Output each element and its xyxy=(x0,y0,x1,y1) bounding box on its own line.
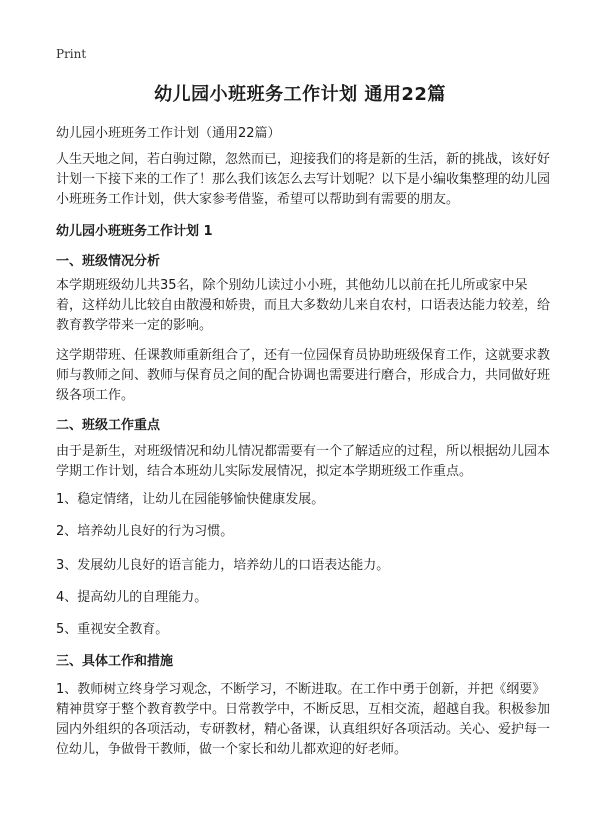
intro-paragraph: 人生天地之间，若白驹过隙，忽然而已，迎接我们的将是新的生活，新的挑战，该好好计划一下接下来的工作了！那么我们该怎么去写计划呢？以下是小编收集整理的幼儿园小班班务工作计划，供大家参考借鉴，希望可以帮助到有需要的朋友。 xyxy=(56,152,551,207)
section2-heading: 二、班级工作重点 xyxy=(56,418,161,433)
section3-heading: 三、具体工作和措施 xyxy=(56,654,174,669)
list-item: 1、稳定情绪，让幼儿在园能够愉快健康发展。 xyxy=(56,492,325,507)
section2-intro: 由于是新生，对班级情况和幼儿情况都需要有一个了解适应的过程，所以根据幼儿园本学期工作计划，结合本班幼儿实际发展情况，拟定本学期班级工作重点。 xyxy=(56,444,551,479)
list-item: 2、培养幼儿良好的行为习惯。 xyxy=(56,524,234,539)
section1-heading: 一、班级情况分析 xyxy=(56,254,161,269)
section3-paragraph-1: 1、教师树立终身学习观念，不断学习，不断进取。在工作中勇于创新，并把《纲要》精神贯穿于整个教育教学中。日常教学中，不断反思，互相交流，超越自我。积极参加园内外组织的各项活动，专研教材，精心备课，认真组织好各项活动。关心、爱护每一位幼儿，争做骨干教师，做一个家长和幼儿都欢迎的好老师。 xyxy=(56,682,551,757)
plan-title: 幼儿园小班班务工作计划 1 xyxy=(56,224,213,239)
section1-paragraph-2: 这学期带班、任课教师重新组合了，还有一位园保育员协助班级保育工作，这就要求教师与教师之间、教师与保育员之间的配合协调也需要进行磨合，形成合力，共同做好班级各项工作。 xyxy=(56,348,551,403)
document-subtitle: 幼儿园小班班务工作计划（通用22篇） xyxy=(56,126,281,141)
list-item: 5、重视安全教育。 xyxy=(56,622,169,637)
document-title: 幼儿园小班班务工作计划 通用22篇 xyxy=(154,84,446,105)
list-item: 3、发展幼儿良好的语言能力，培养幼儿的口语表达能力。 xyxy=(56,558,390,573)
section1-paragraph-1: 本学期班级幼儿共35名，除个别幼儿读过小小班，其他幼儿以前在托儿所或家中呆着，这样幼儿比较自由散漫和娇贵，而且大多数幼儿来自农村，口语表达能力较差，给教育教学带来一定的影响。 xyxy=(56,278,551,333)
list-item: 4、提高幼儿的自理能力。 xyxy=(56,590,208,605)
print-label[interactable]: Print xyxy=(56,47,87,61)
